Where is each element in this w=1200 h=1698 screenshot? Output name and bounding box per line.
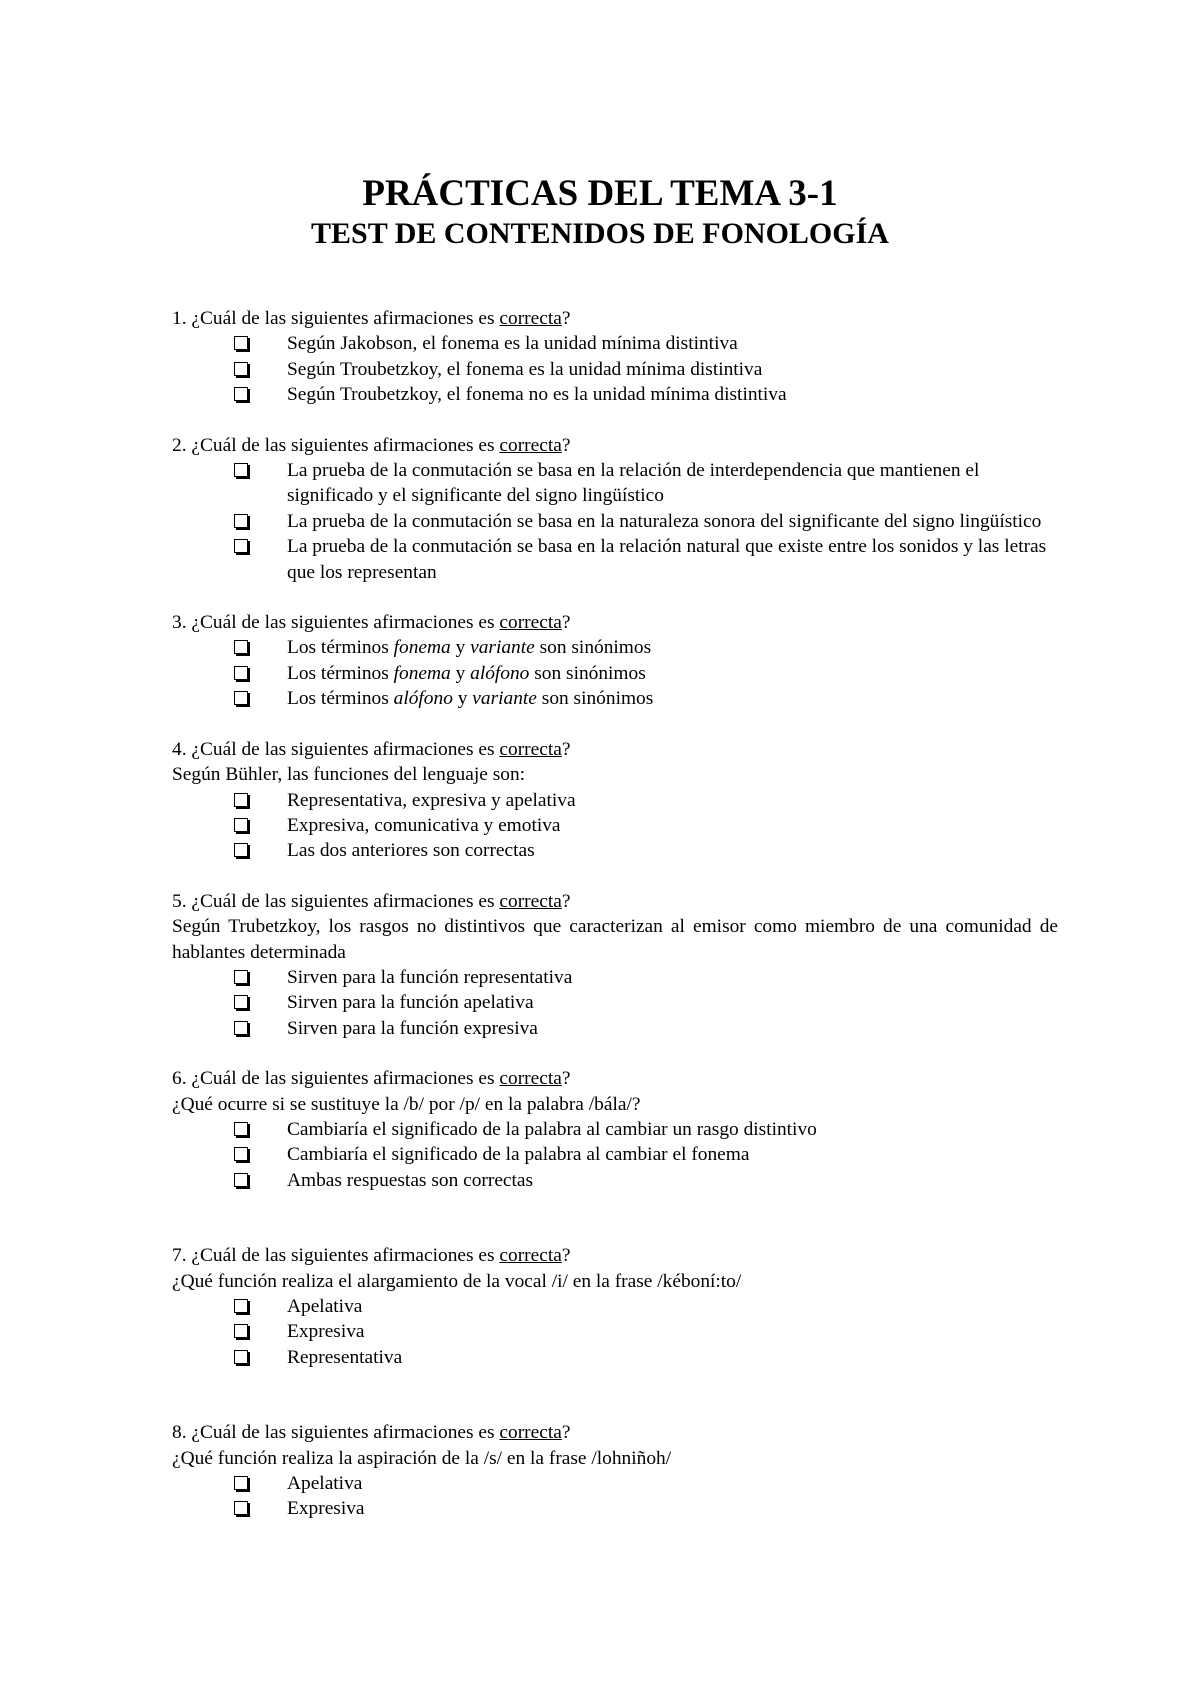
checkbox-icon[interactable] [234,691,248,705]
checkbox-icon[interactable] [234,1147,248,1161]
option-term: alófono [470,662,530,684]
option-item [172,813,1058,838]
option-item [172,458,1058,509]
checkbox-icon[interactable] [234,1173,248,1187]
option-label: Sirven para la función representativa [287,966,573,988]
option-text: son sinónimos [536,688,654,710]
option-item [172,788,1058,813]
option-term: fonema [393,637,451,659]
question-suffix: ? [561,738,571,760]
question-8 [172,1420,1058,1522]
option-label: Según Troubetzkoy, el fonema es la unidad mínima distintiva [287,358,763,380]
question-prefix: 8. ¿Cuál de las siguientes afirmaciones es [172,1422,500,1444]
option-list [172,458,1058,585]
option-label: Según Troubetzkoy, el fonema no es la unidad mínima distintiva [287,384,787,406]
question-3 [172,610,1058,712]
question-2 [172,433,1058,585]
option-item [172,1168,1058,1193]
question-emphasis: correcta [499,1068,562,1090]
option-text: son sinónimos [534,637,652,659]
option-label: Expresiva, comunicativa y emotiva [287,814,561,836]
question-emphasis: correcta [499,890,562,912]
option-item [172,1471,1058,1496]
option-label: Cambiaría el significado de la palabra al cambiar el fonema [287,1144,750,1166]
option-label: La prueba de la conmutación se basa en la relación natural que existe entre los sonidos y las letras que los representan [287,536,1047,583]
question-prefix: 5. ¿Cuál de las siguientes afirmaciones es [172,890,500,912]
option-item [172,509,1058,534]
question-5 [172,889,1058,1041]
checkbox-icon[interactable] [234,995,248,1009]
question-suffix: ? [561,308,571,329]
option-item [172,661,1058,686]
question-emphasis: correcta [499,612,562,634]
question-text [172,610,1058,635]
question-prefix: 7. ¿Cuál de las siguientes afirmaciones es [172,1245,500,1267]
option-label: Según Jakobson, el fonema es la unidad mínima distintiva [287,333,738,355]
option-list [172,1471,1058,1522]
checkbox-icon[interactable] [234,463,248,477]
checkbox-icon[interactable] [234,1299,248,1313]
option-item [172,1294,1058,1319]
option-item [172,838,1058,863]
option-term: variante [470,637,535,659]
page-title: PRÁCTICAS DEL TEMA 3-1 [362,173,838,214]
checkbox-icon[interactable] [234,514,248,528]
checkbox-icon[interactable] [234,970,248,984]
option-label: Representativa [287,1346,403,1368]
question-text [172,433,1058,458]
option-list [172,1117,1058,1193]
option-text: y [450,662,471,684]
option-text: Los términos [287,637,394,659]
question-emphasis: correcta [499,1245,562,1267]
option-item [172,686,1058,711]
question-6 [172,1066,1058,1193]
checkbox-icon[interactable] [234,666,248,680]
option-label: Las dos anteriores son correctas [287,840,535,862]
checkbox-icon[interactable] [234,1021,248,1035]
option-label [287,637,651,658]
option-item [172,1016,1058,1041]
question-statement: Según Trubetzkoy, los rasgos no distintivos que caracterizan al emisor como miembro de una comunidad de hablantes determinada [172,916,1058,963]
question-text [172,306,1058,331]
checkbox-icon[interactable] [234,843,248,857]
checkbox-icon[interactable] [234,387,248,401]
option-label: Expresiva [287,1498,365,1520]
question-prefix: 2. ¿Cuál de las siguientes afirmaciones es [172,434,500,456]
option-label: Apelativa [287,1296,363,1317]
page-subtitle: TEST DE CONTENIDOS DE FONOLOGÍA [311,217,889,250]
option-text: Los términos [287,688,394,710]
question-emphasis: correcta [499,1422,562,1444]
option-list [172,331,1058,407]
checkbox-icon[interactable] [234,1324,248,1338]
question-statement: ¿Qué función realiza el alargamiento de la vocal /i/ en la frase /kéboní:to/ [172,1270,742,1292]
option-item [172,635,1058,660]
option-item [172,990,1058,1015]
question-7 [172,1243,1058,1370]
checkbox-icon[interactable] [234,1350,248,1364]
question-text [172,737,1058,762]
option-label: Sirven para la función expresiva [287,1017,538,1039]
checkbox-icon[interactable] [234,1122,248,1136]
checkbox-icon[interactable] [234,1501,248,1515]
question-suffix: ? [561,434,571,456]
question-suffix: ? [561,1245,571,1267]
checkbox-icon[interactable] [234,793,248,807]
question-suffix: ? [561,890,571,912]
option-term: alófono [393,688,453,710]
checkbox-icon[interactable] [234,362,248,376]
option-item [172,1345,1058,1370]
option-item [172,1117,1058,1142]
question-suffix: ? [561,1068,571,1090]
option-item [172,357,1058,382]
question-emphasis: correcta [499,434,562,456]
question-suffix: ? [561,612,571,634]
question-statement: Según Bühler, las funciones del lenguaje son: [172,764,526,786]
option-text: Los términos [287,662,394,684]
question-prefix: 4. ¿Cuál de las siguientes afirmaciones es [172,738,500,760]
question-text [172,1420,1058,1445]
question-prefix: 6. ¿Cuál de las siguientes afirmaciones es [172,1068,500,1090]
option-text: y [450,637,471,659]
option-list [172,1294,1058,1370]
option-label [287,663,646,684]
question-4 [172,737,1058,864]
option-label: Ambas respuestas son correctas [287,1169,534,1191]
checkbox-icon[interactable] [234,539,248,553]
option-label: La prueba de la conmutación se basa en la naturaleza sonora del significante del signo lingüístico [287,510,1042,532]
option-text: son sinónimos [529,662,646,684]
option-label: Representativa, expresiva y apelativa [287,789,576,811]
option-term: variante [472,688,537,710]
question-suffix: ? [561,1422,571,1444]
checkbox-icon[interactable] [234,1476,248,1490]
option-label: Cambiaría el significado de la palabra al cambiar un rasgo distintivo [287,1118,817,1140]
question-statement: ¿Qué función realiza la aspiración de la /s/ en la frase /lohniñoh/ [172,1447,672,1469]
question-list [172,306,1058,1547]
question-text [172,889,1058,914]
option-text: y [452,688,473,710]
option-item [172,965,1058,990]
option-item [172,1142,1058,1167]
option-label: Apelativa [287,1473,363,1495]
option-label [287,688,653,709]
option-item [172,331,1058,356]
option-label: Expresiva [287,1321,365,1343]
option-label: Sirven para la función apelativa [287,992,534,1014]
question-prefix: 3. ¿Cuál de las siguientes afirmaciones es [172,612,500,634]
question-text [172,1243,1058,1268]
option-item [172,534,1058,585]
option-item [172,1319,1058,1344]
question-emphasis: correcta [499,308,562,329]
option-term: fonema [393,662,451,684]
question-prefix: 1. ¿Cuál de las siguientes afirmaciones es [172,308,500,329]
option-item [172,1496,1058,1521]
option-list [172,635,1058,711]
option-item [172,382,1058,407]
option-label: La prueba de la conmutación se basa en la relación de interdependencia que mantienen el significado y el significante del signo lingüístico [287,460,980,507]
checkbox-icon[interactable] [234,818,248,832]
question-emphasis: correcta [499,738,562,760]
checkbox-icon[interactable] [234,336,248,350]
option-list [172,965,1058,1041]
question-statement: ¿Qué ocurre si se sustituye la /b/ por /p/ en la palabra /bála/? [172,1093,641,1115]
checkbox-icon[interactable] [234,640,248,654]
question-1 [172,306,1058,408]
question-text [172,1066,1058,1091]
option-list [172,788,1058,864]
